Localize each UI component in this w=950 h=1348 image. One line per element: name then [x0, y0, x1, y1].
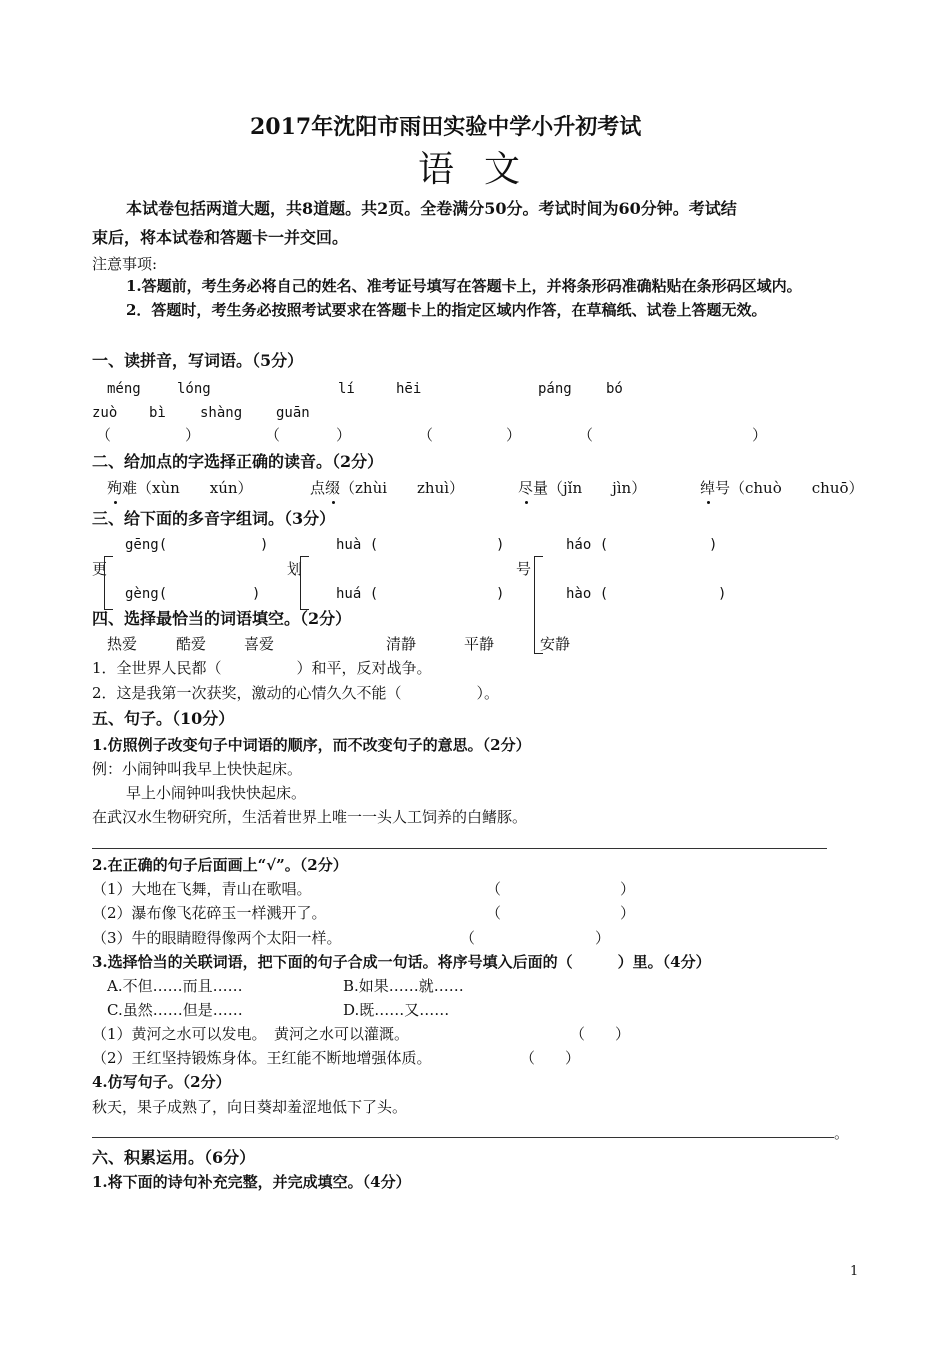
polyphone-pinyin: hào ( — [566, 586, 609, 602]
section-3-heading: 三、给下面的多音字组词。（3分） — [92, 509, 336, 528]
section-1-heading: 一、读拼音，写词语。（5分） — [92, 351, 304, 370]
combine-sentence: （2）王红坚持锻炼身体。王红能不断地增强体质。 — [92, 1049, 432, 1067]
intro-line-2: 束后，将本试卷和答题卡一并交回。 — [92, 228, 349, 247]
word-option: 安静 — [540, 635, 571, 653]
reading-choice-item: 殉难（xùn xún） — [107, 479, 253, 497]
question-heading: 4.仿写句子。（2分） — [92, 1073, 231, 1091]
conjunction-option: D.既……又…… — [343, 1001, 450, 1019]
conjunction-option: A.不但……而且…… — [107, 977, 243, 995]
line-end-period: 。 — [834, 1124, 850, 1142]
combine-sentence: （1）黄河之水可以发电。 黄河之水可以灌溉。 — [92, 1025, 410, 1043]
answer-paren-close: ） — [620, 904, 636, 922]
subject-title: 语文 — [418, 149, 551, 190]
answer-line — [92, 848, 827, 849]
word-option: 热爱 — [107, 635, 138, 653]
pinyin: lóng — [177, 381, 211, 397]
question-heading: 1.将下面的诗句补充完整，并完成填空。（4分） — [92, 1173, 411, 1191]
section-5-heading: 五、句子。（10分） — [92, 709, 235, 728]
answer-paren-open: （ — [460, 929, 476, 947]
reading-choice-item: 尽量（jǐn jìn） — [518, 479, 647, 497]
emphasis-dot — [114, 501, 117, 504]
polyphone-pinyin: huá ( — [336, 586, 379, 602]
polyphone-paren: ) — [496, 537, 505, 553]
pinyin: bó — [606, 381, 623, 397]
pinyin: páng — [538, 381, 572, 397]
word-option: 喜爱 — [244, 635, 275, 653]
answer-paren-open: （ — [486, 880, 502, 898]
pinyin: hēi — [396, 381, 422, 397]
word-option: 酷爱 — [176, 635, 207, 653]
question-heading: 3.选择恰当的关联词语，把下面的句子合成一句话。将序号填入后面的（ ）里。（4分） — [92, 953, 711, 971]
emphasis-dot — [332, 501, 335, 504]
judge-sentence: （3）牛的眼睛瞪得像两个太阳一样。 — [92, 929, 342, 947]
exam-title: 2017年沈阳市雨田实验中学小升初考试 — [250, 114, 642, 140]
answer-paren-close: ） — [752, 426, 768, 444]
answer-paren-open: （ — [96, 426, 112, 444]
page-number: 1 — [850, 1264, 859, 1279]
polyphone-pinyin: gèng( — [125, 586, 168, 602]
answer-paren-close: ） — [506, 426, 522, 444]
polyphone-paren: ) — [709, 537, 718, 553]
note-1: 1.答题前，考生务必将自己的姓名、准考证号填写在答题卡上，并将条形码准确粘贴在条形码区域内。 — [126, 277, 802, 295]
judge-sentence: （1）大地在飞舞，青山在歌唱。 — [92, 880, 312, 898]
answer-line — [92, 1137, 834, 1138]
judge-sentence: （2）瀑布像飞花碎玉一样溅开了。 — [92, 904, 327, 922]
answer-blank: （ ） — [570, 1025, 631, 1043]
polyphone-pinyin: huà ( — [336, 537, 379, 553]
notes-label: 注意事项: — [92, 255, 158, 273]
bracket — [104, 556, 113, 610]
answer-paren-open: （ — [418, 426, 434, 444]
polyphone-paren: ) — [260, 537, 269, 553]
question-heading: 2.在正确的句子后面画上“√”。（2分） — [92, 856, 348, 874]
polyphone-paren: ) — [252, 586, 261, 602]
prompt-sentence: 在武汉水生物研究所，生活着世界上唯一一头人工饲养的白鳍豚。 — [92, 808, 528, 826]
answer-paren-open: （ — [486, 904, 502, 922]
emphasis-dot — [525, 501, 528, 504]
prompt-sentence: 秋天，果子成熟了，向日葵却羞涩地低下了头。 — [92, 1098, 408, 1116]
reading-choice-item: 绰号（chuò chuō） — [700, 479, 864, 497]
answer-paren-close: ） — [336, 426, 352, 444]
fill-question: 1．全世界人民都（ ）和平，反对战争。 — [92, 659, 432, 677]
answer-paren-close: ） — [595, 929, 611, 947]
answer-blank: （ ） — [520, 1049, 581, 1067]
pinyin: zuò — [92, 405, 118, 421]
pinyin: méng — [107, 381, 141, 397]
polyphone-char: 划 — [287, 560, 303, 578]
pinyin: lí — [338, 381, 355, 397]
section-2-heading: 二、给加点的字选择正确的读音。（2分） — [92, 452, 384, 471]
intro-line-1: 本试卷包括两道大题，共8道题。共2页。全卷满分50分。考试时间为60分钟。考试结 — [126, 199, 737, 218]
example-sentence: 例：小闹钟叫我早上快快起床。 — [92, 760, 303, 778]
polyphone-pinyin: háo ( — [566, 537, 609, 553]
question-heading: 1.仿照例子改变句子中词语的顺序，而不改变句子的意思。（2分） — [92, 736, 531, 754]
conjunction-option: B.如果……就…… — [343, 977, 464, 995]
bracket — [300, 556, 309, 610]
word-option: 平静 — [464, 635, 495, 653]
polyphone-paren: ) — [718, 586, 727, 602]
polyphone-char: 更 — [92, 560, 108, 578]
note-2: 2．答题时，考生务必按照考试要求在答题卡上的指定区域内作答，在草稿纸、试卷上答题无效。 — [126, 301, 767, 319]
pinyin: guān — [276, 405, 310, 421]
section-6-heading: 六、积累运用。（6分） — [92, 1148, 256, 1167]
fill-question: 2．这是我第一次获奖，激动的心情久久不能（ ）。 — [92, 684, 500, 702]
polyphone-paren: ) — [496, 586, 505, 602]
answer-paren-close: ） — [620, 880, 636, 898]
pinyin: bì — [149, 405, 166, 421]
emphasis-dot — [707, 501, 710, 504]
conjunction-option: C.虽然……但是…… — [107, 1001, 243, 1019]
reading-choice-item: 点缀（zhùi zhuì） — [310, 479, 465, 497]
answer-paren-open: （ — [578, 426, 594, 444]
answer-paren-close: ） — [185, 426, 201, 444]
polyphone-char: 号 — [516, 560, 532, 578]
example-sentence: 早上小闹钟叫我快快起床。 — [126, 784, 307, 802]
polyphone-pinyin: gēng( — [125, 537, 168, 553]
answer-paren-open: （ — [265, 426, 281, 444]
word-option: 清静 — [386, 635, 417, 653]
pinyin: shàng — [200, 405, 243, 421]
section-4-heading: 四、选择最恰当的词语填空。（2分） — [92, 609, 352, 628]
